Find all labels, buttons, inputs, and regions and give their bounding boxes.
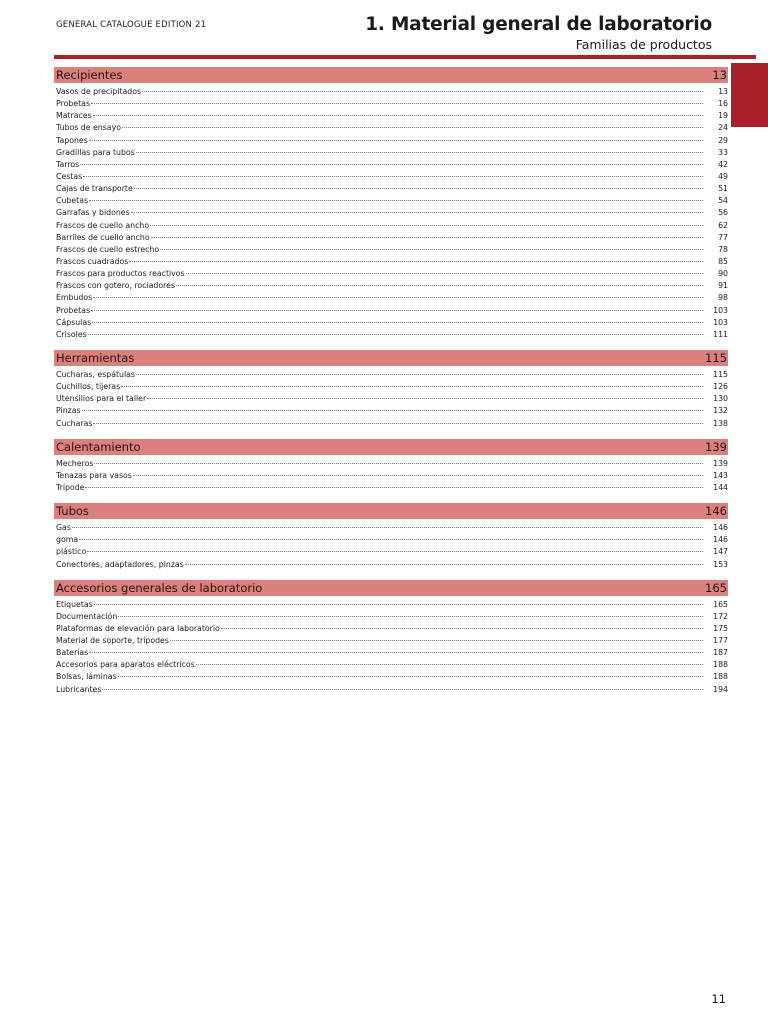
dot-leader — [185, 564, 703, 565]
toc-entry[interactable] — [54, 280, 728, 292]
entry-page: 165 — [713, 599, 728, 609]
entry-label: Probetas — [56, 99, 91, 109]
toc-entry[interactable] — [54, 135, 728, 147]
toc-entry[interactable] — [54, 623, 728, 635]
page-number: 11 — [711, 992, 726, 1006]
entry-page: 56 — [718, 208, 728, 218]
entry-label: Frascos cuadrados — [56, 256, 129, 266]
toc-section — [54, 350, 728, 430]
section-page: 165 — [705, 580, 727, 595]
entry-label: Trípode — [56, 482, 85, 492]
entry-label: Etiquetas — [56, 599, 93, 609]
toc-section — [54, 439, 728, 494]
dot-leader — [196, 664, 703, 665]
entry-label: Probetas — [56, 305, 91, 315]
toc-section — [54, 67, 728, 341]
dot-leader — [91, 310, 703, 311]
section-page: 139 — [705, 439, 727, 454]
entry-page: 16 — [718, 99, 728, 109]
dot-leader — [151, 237, 703, 238]
entry-label: Gas — [56, 523, 71, 533]
entry-page: 132 — [713, 406, 728, 416]
entry-page: 51 — [718, 184, 728, 194]
toc-entry[interactable] — [54, 183, 728, 195]
entry-page: 33 — [718, 147, 728, 157]
dot-leader — [93, 297, 703, 298]
dot-leader — [176, 285, 703, 286]
dot-leader — [91, 103, 703, 104]
entry-label: Frascos de cuello ancho — [56, 220, 150, 230]
dot-leader — [87, 551, 703, 552]
dot-leader — [170, 640, 703, 641]
dot-leader — [147, 398, 703, 399]
section-heading[interactable] — [54, 439, 728, 455]
entry-page: 175 — [713, 623, 728, 633]
toc-entry[interactable] — [54, 292, 728, 304]
entry-page: 90 — [718, 269, 728, 279]
toc-entry[interactable] — [54, 220, 728, 232]
dot-leader — [85, 487, 703, 488]
section-heading[interactable] — [54, 67, 728, 83]
entry-page: 187 — [713, 648, 728, 658]
toc-entry[interactable] — [54, 418, 728, 430]
dot-leader — [72, 527, 703, 528]
dot-leader — [133, 475, 703, 476]
toc-entry[interactable] — [54, 268, 728, 280]
toc-entry[interactable] — [54, 98, 728, 110]
entry-label: Cucharas, espátulas — [56, 369, 135, 379]
toc-entry[interactable] — [54, 244, 728, 256]
entry-label: plástico — [56, 547, 87, 557]
toc-entry[interactable] — [54, 329, 728, 341]
dot-leader — [118, 616, 703, 617]
entry-label: Accesorios para aparatos eléctricos — [56, 660, 195, 670]
toc-entry[interactable] — [54, 635, 728, 647]
dot-leader — [80, 164, 703, 165]
entry-page: 29 — [718, 135, 728, 145]
section-heading[interactable] — [54, 503, 728, 519]
toc-entry[interactable] — [54, 381, 728, 393]
entry-page: 130 — [713, 394, 728, 404]
entry-label: Tapones — [56, 135, 88, 145]
toc-entry[interactable] — [54, 207, 728, 219]
dot-leader — [118, 676, 703, 677]
entry-page: 19 — [718, 111, 728, 121]
header-rule — [54, 55, 756, 59]
entry-page: 194 — [713, 684, 728, 694]
entry-label: Cajas de transporte — [56, 184, 133, 194]
entry-page: 115 — [713, 369, 728, 379]
entry-label: Frascos para productos reactivos — [56, 269, 185, 279]
dot-leader — [88, 334, 703, 335]
entry-page: 177 — [713, 636, 728, 646]
toc-entry[interactable] — [54, 470, 728, 482]
section-page: 115 — [705, 350, 727, 365]
entry-label: Embudos — [56, 293, 93, 303]
entry-page: 54 — [718, 196, 728, 206]
entry-label: Cuchillos, tijeras — [56, 382, 121, 392]
entry-page: 49 — [718, 171, 728, 181]
entry-page: 144 — [713, 482, 728, 492]
dot-leader — [160, 249, 703, 250]
toc-entry[interactable] — [54, 232, 728, 244]
toc-entry[interactable] — [54, 86, 728, 98]
section-title: Calentamiento — [56, 439, 141, 454]
dot-leader — [131, 212, 703, 213]
toc-entry[interactable] — [54, 195, 728, 207]
dot-leader — [142, 91, 703, 92]
dot-leader — [150, 225, 703, 226]
entry-label: Tarros — [56, 159, 80, 169]
toc-entry[interactable] — [54, 671, 728, 683]
entry-label: Pinzas — [56, 406, 81, 416]
entry-page: 139 — [713, 458, 728, 468]
entry-page: 111 — [713, 329, 728, 339]
entry-label: Utensilios para el taller — [56, 394, 147, 404]
dot-leader — [82, 410, 703, 411]
toc-entry[interactable] — [54, 534, 728, 546]
entry-page: 188 — [713, 672, 728, 682]
entry-label: Gradillas para tubos — [56, 147, 135, 157]
entry-label: Garrafas y bidones — [56, 208, 130, 218]
dot-leader — [79, 539, 703, 540]
section-title: Tubos — [56, 504, 89, 519]
dot-leader — [83, 176, 703, 177]
entry-label: Crisoles — [56, 329, 87, 339]
entry-label: Matraces — [56, 111, 92, 121]
entry-page: 13 — [718, 87, 728, 96]
entry-label: Plataformas de elevación para laboratorio — [56, 623, 220, 633]
table-of-contents — [54, 67, 728, 705]
toc-entry[interactable] — [54, 522, 728, 534]
toc-section — [54, 503, 728, 571]
entry-page: 103 — [713, 305, 728, 315]
page-title: 1. Material general de laboratorio — [365, 14, 712, 35]
entry-page: 62 — [718, 220, 728, 230]
entry-page: 91 — [718, 281, 728, 291]
entry-page: 103 — [713, 317, 728, 327]
section-title: Herramientas — [56, 350, 135, 365]
toc-entry[interactable] — [54, 611, 728, 623]
dot-leader — [93, 115, 703, 116]
dot-leader — [136, 152, 703, 153]
toc-entry[interactable] — [54, 171, 728, 183]
dot-leader — [94, 604, 703, 605]
dot-leader — [94, 463, 703, 464]
entry-page: 77 — [718, 232, 728, 242]
toc-entry[interactable] — [54, 369, 728, 381]
entry-label: Conectores, adaptadores, pinzas — [56, 559, 184, 569]
dot-leader — [121, 386, 703, 387]
toc-entry[interactable] — [54, 122, 728, 134]
toc-entry[interactable] — [54, 482, 728, 494]
toc-entry[interactable] — [54, 405, 728, 417]
section-title: Recipientes — [56, 68, 123, 82]
entry-label: Tenazas para vasos — [56, 470, 132, 480]
entry-label: goma — [56, 535, 79, 545]
entry-label: Tubos de ensayo — [56, 123, 121, 133]
entry-page: 126 — [713, 382, 728, 392]
entry-label: Lubricantes — [56, 684, 102, 694]
dot-leader — [102, 689, 703, 690]
dot-leader — [93, 423, 703, 424]
toc-entry[interactable] — [54, 305, 728, 317]
toc-entry[interactable] — [54, 256, 728, 268]
toc-entry[interactable] — [54, 393, 728, 405]
toc-entry[interactable] — [54, 458, 728, 470]
entry-page: 24 — [718, 123, 728, 133]
entry-page: 138 — [713, 418, 728, 428]
toc-section — [54, 580, 728, 696]
toc-entry[interactable] — [54, 546, 728, 558]
entry-page: 147 — [713, 547, 728, 557]
entry-page: 85 — [718, 256, 728, 266]
toc-entry[interactable] — [54, 317, 728, 329]
dot-leader — [221, 628, 703, 629]
entry-page: 146 — [713, 535, 728, 545]
entry-label: Frascos de cuello estrecho — [56, 244, 160, 254]
entry-label: Bolsas, láminas — [56, 672, 117, 682]
entry-label: Baterías — [56, 648, 89, 658]
toc-entry[interactable] — [54, 559, 728, 571]
entry-page: 146 — [713, 523, 728, 533]
dot-leader — [89, 140, 703, 141]
toc-entry[interactable] — [54, 684, 728, 696]
entry-label: Cestas — [56, 171, 83, 181]
toc-entry[interactable] — [54, 110, 728, 122]
entry-page: 153 — [713, 559, 728, 569]
chapter-side-tab — [731, 63, 768, 127]
entry-label: Mecheros — [56, 458, 94, 468]
entry-label: Cápsulas — [56, 317, 92, 327]
page-subtitle: Familias de productos — [575, 37, 712, 52]
section-heading[interactable] — [54, 350, 728, 366]
dot-leader — [89, 200, 703, 201]
toc-entry[interactable] — [54, 159, 728, 171]
entry-page: 42 — [718, 159, 728, 169]
entry-label: Material de soporte, trípodes — [56, 636, 169, 646]
toc-entry[interactable] — [54, 647, 728, 659]
entry-page: 172 — [713, 611, 728, 621]
edition-label: GENERAL CATALOGUE EDITION 21 — [56, 20, 207, 30]
toc-entry[interactable] — [54, 659, 728, 671]
entry-label: Cucharas — [56, 418, 93, 428]
dot-leader — [89, 652, 703, 653]
dot-leader — [134, 188, 703, 189]
dot-leader — [186, 273, 703, 274]
section-title: Accesorios generales de laboratorio — [56, 580, 263, 595]
toc-entry[interactable] — [54, 147, 728, 159]
section-page: 13 — [712, 68, 727, 82]
entry-label: Documentación — [56, 611, 118, 621]
dot-leader — [122, 127, 703, 128]
dot-leader — [129, 261, 703, 262]
section-heading[interactable] — [54, 580, 728, 596]
section-page: 146 — [705, 504, 727, 519]
entry-page: 188 — [713, 660, 728, 670]
entry-page: 98 — [718, 293, 728, 303]
entry-label: Vasos de precipitados — [56, 87, 142, 96]
entry-label: Frascos con gotero, rociadores — [56, 281, 176, 291]
entry-label: Cubetas — [56, 196, 89, 206]
dot-leader — [92, 322, 703, 323]
dot-leader — [136, 374, 703, 375]
entry-page: 143 — [713, 470, 728, 480]
entry-page: 78 — [718, 244, 728, 254]
entry-label: Barriles de cuello ancho — [56, 232, 150, 242]
toc-entry[interactable] — [54, 599, 728, 611]
